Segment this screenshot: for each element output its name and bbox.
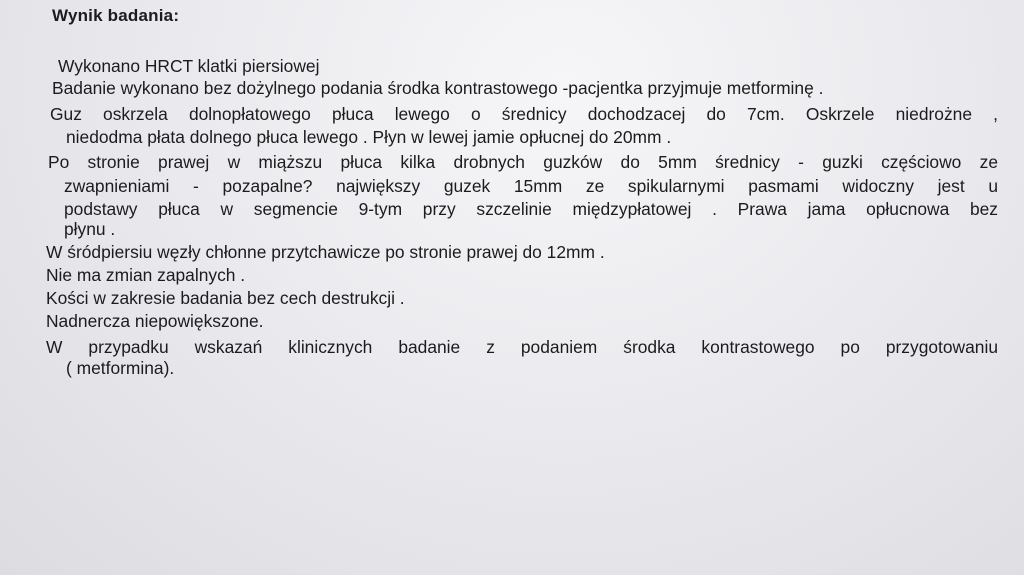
report-line-11: Kości w zakresie badania bez cech destrukcji . — [46, 288, 405, 308]
report-line-12: Nadnercza niepowiększone. — [46, 311, 264, 331]
report-line-9: W śródpiersiu węzły chłonne przytchawicze po stronie prawej do 12mm . — [46, 242, 605, 262]
report-line-5: Po stronie prawej w miąższu płuca kilka drobnych guzków do 5mm średnicy - guzki częściowo ze — [48, 152, 998, 172]
report-line-2: Badanie wykonano bez dożylnego podania środka kontrastowego -pacjentka przyjmuje metforminę . — [52, 78, 824, 98]
report-line-8: płynu . — [64, 219, 116, 239]
report-line-13: W przypadku wskazań klinicznych badanie z podaniem środka kontrastowego po przygotowaniu — [46, 337, 998, 357]
report-line-7: podstawy płuca w segmencie 9-tym przy szczelinie międzypłatowej . Prawa jama opłucnowa bez — [64, 199, 998, 219]
report-title: Wynik badania: — [52, 6, 180, 25]
report-line-10: Nie ma zmian zapalnych . — [46, 265, 246, 285]
report-line-4: niedodma płata dolnego płuca lewego . Płyn w lewej jamie opłucnej do 20mm . — [66, 127, 672, 147]
report-line-3: Guz oskrzela dolnopłatowego płuca lewego o średnicy dochodzacej do 7cm. Oskrzele niedrożne , — [50, 104, 998, 124]
report-line-1: Wykonano HRCT klatki piersiowej — [58, 56, 320, 76]
report-line-6: zwapnieniami - pozapalne? największy guzek 15mm ze spikularnymi pasmami widoczny jest u — [64, 176, 998, 196]
report-line-14: ( metformina). — [66, 358, 175, 378]
